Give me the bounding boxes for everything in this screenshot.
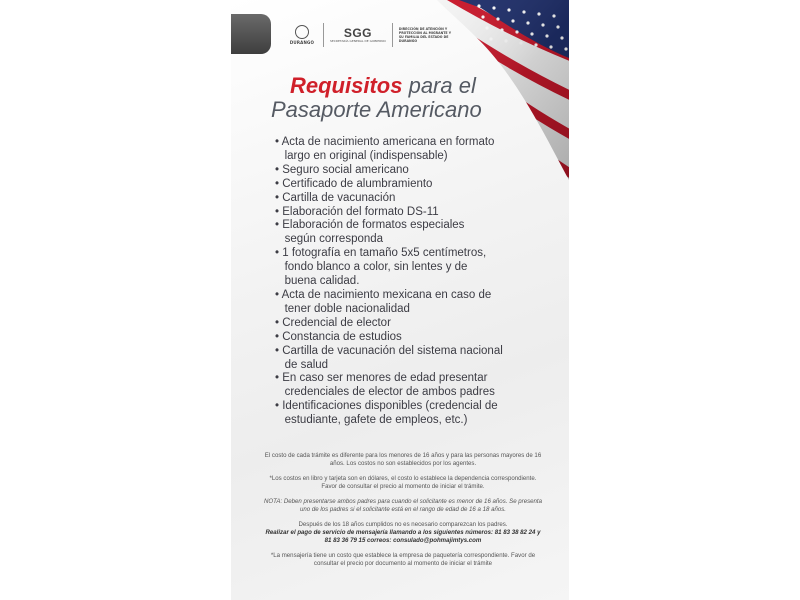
requirement-text: Identificaciones disponibles (credencial de: [282, 400, 498, 413]
requirements-list: [275, 136, 565, 428]
requirement-text: Cartilla de vacunación: [282, 191, 396, 204]
requirement-text: estudiante, gafete de empleos, etc.): [281, 414, 468, 427]
requirement-text: buena calidad.: [281, 275, 360, 288]
requirement-text: Constancia de estudios: [282, 330, 402, 343]
title-red-word: Requisitos: [290, 73, 403, 98]
requirement-item: [275, 247, 565, 289]
requirement-item: [275, 400, 565, 428]
bullet-icon: •: [275, 247, 283, 260]
gray-corner-tab: [231, 14, 271, 54]
requirement-text: fondo blanco a color, sin lentes y de: [281, 261, 468, 274]
bullet-icon: •: [275, 163, 283, 176]
requirement-text: de salud: [281, 358, 329, 371]
sgg-subtitle: SECRETARÍA GENERAL DE GOBIERNO: [330, 39, 386, 43]
durango-crest-icon: [295, 25, 309, 39]
requirement-text: En caso ser menores de edad presentar: [282, 372, 488, 385]
requirement-item: [275, 164, 565, 178]
bullet-icon: •: [275, 205, 283, 218]
nota-note: NOTA: Deben presentarse ambos padres para cuando el solicitante es menor de 16 años. Se presenta uno de los padres si el solicitante está en el rango de edad de 16 a 18 años.: [264, 498, 542, 513]
cost-note: El costo de cada trámite es diferente para los menores de 16 años y para las personas mayores de 16 años. Los costos no son establecidos por los agentes.: [264, 452, 542, 467]
requirement-item: [275, 345, 565, 373]
bullet-icon: •: [275, 400, 283, 413]
page-title: [271, 74, 482, 122]
requirement-text: Elaboración de formatos especiales: [282, 219, 465, 232]
after-18-note: Después de los 18 años cumplidos no es necesario comparezcan los padres.: [298, 521, 508, 528]
bullet-icon: •: [275, 288, 282, 301]
payment-instructions: Realizar el pago de servicio de mensajería llamando a los siguientes números: 81 83 38 82 24 y 81 83 36 79 15 correos: consulado@pohmajimtys.com: [265, 529, 541, 544]
bullet-icon: •: [275, 344, 283, 357]
requirement-item: [275, 372, 565, 400]
requirement-text: Certificado de alumbramiento: [282, 177, 433, 190]
bullet-icon: •: [275, 316, 283, 329]
logo-divider: [392, 23, 393, 47]
requirement-text: largo en original (indispensable): [281, 149, 448, 162]
sgg-letters: SGG: [343, 26, 373, 40]
requirement-text: tener doble nacionalidad: [281, 302, 410, 315]
bullet-icon: •: [275, 136, 282, 148]
passport-requirements-poster: [231, 0, 569, 600]
sgg-logo: [330, 27, 386, 43]
durango-logo: [287, 25, 317, 45]
bullet-icon: •: [275, 177, 283, 190]
notes-section: [263, 452, 543, 575]
title-line-2: Pasaporte Americano: [271, 97, 482, 122]
bullet-icon: •: [275, 219, 283, 232]
requirement-item: [275, 331, 565, 345]
courier-note: *La mensajería tiene un costo que establece la empresa de paquetería correspondiente. Favor de consultar el precio por documento al momento de iniciar el trámite: [270, 552, 536, 567]
requirement-item: [275, 317, 565, 331]
requirement-item: [275, 206, 565, 220]
title-line-1-rest: para el: [402, 73, 476, 98]
requirement-text: Acta de nacimiento mexicana en caso de: [281, 288, 492, 301]
requirement-text: 1 fotografía en tamaño 5x5 centímetros,: [282, 247, 487, 260]
bullet-icon: •: [275, 191, 283, 204]
bullet-icon: •: [275, 372, 283, 385]
dependency-name: DIRECCIÓN DE ATENCIÓN Y PROTECCIÓN AL MIGRANTE Y SU FAMILIA DEL ESTADO DE DURANGO: [398, 27, 452, 43]
payment-note: [263, 521, 543, 545]
requirement-item: [275, 289, 565, 317]
requirement-item: [275, 192, 565, 206]
requirement-text: Credencial de elector: [282, 316, 391, 329]
requirement-item: [275, 136, 565, 164]
requirement-text: Seguro social americano: [282, 163, 409, 176]
durango-label: DURANGO: [289, 40, 315, 45]
requirement-text: Acta de nacimiento americana en formato: [281, 136, 495, 148]
requirement-text: Cartilla de vacunación del sistema nacional: [282, 344, 503, 357]
logo-divider: [323, 23, 324, 47]
requirement-item: [275, 219, 565, 247]
dollar-note: *Los costos en libro y tarjeta son en dólares, el costo lo establece la dependencia correspondiente. Favor de consultar el precio al momento de iniciar el trámite.: [269, 475, 537, 490]
requirement-text: Elaboración del formato DS-11: [282, 205, 439, 218]
requirement-text: credenciales de elector de ambos padres: [281, 386, 495, 399]
requirement-item: [275, 178, 565, 192]
requirement-text: según corresponda: [281, 233, 384, 246]
bullet-icon: •: [275, 330, 283, 343]
title-line-1: [271, 74, 482, 98]
